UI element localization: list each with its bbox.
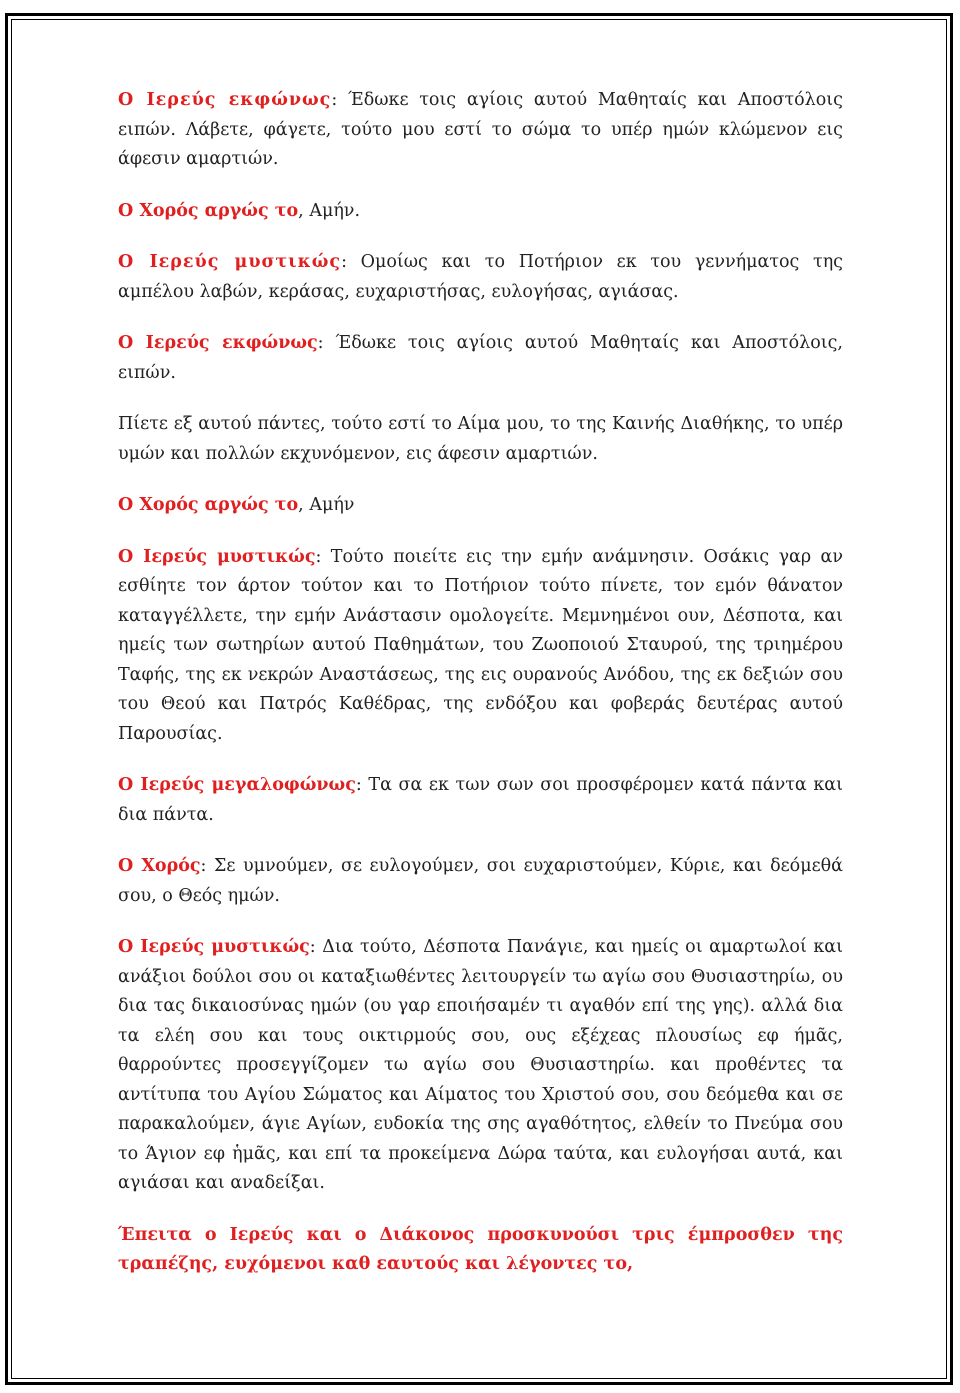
speaker-label: Ο Χορός αργώς το	[118, 495, 299, 515]
paragraph-text: Δια τούτο, Δέσποτα Πανάγιε, και ημείς οι αμαρτωλοί και ανάξιοι δούλοι σου οι καταξιωθέντες λειτουργείν τω αγίω σου Θυσιαστηρίω, ου δια τας δικαιοσύνας ημών (ου γαρ εποιήσαμέν τι αγαθόν επί της γης). αλλά δια τα ελέη σου και τους οικτιρμούς σου, ους εξέχεας πλουσίως εφ ήμᾶς, θαρρούντες προσεγγίζομεν τω αγίω σου Θυσιαστηρίω. και προθέντες τα αντίτυπα του Αγίου Σώματος και Αίματος του Χριστού σου, σου δεόμεθα και σε παρακαλούμεν, άγιε Αγίων, ευδοκία της σης αγαθότητος, ελθείν το Πνεύμα σου το Άγιον εφ ἡμᾶς, και επί τα προκείμενα Δώρα ταύτα, και ευλογήσαι αυτά, και αγιάσαι και αναδείξαι.	[118, 937, 843, 1193]
speaker-label: Ο Χορός	[118, 856, 201, 876]
paragraph-text: Τούτο ποιείτε εις την εμήν ανάμνησιν. Οσάκις γαρ αν εσθίητε τον άρτον τούτον και το Ποτήριον τούτο πίνετε, τον εμόν θάνατον καταγγέλλετε, την εμήν Ανάστασιν ομολογείτε. Μεμνημένοι ουν, Δέσποτα, και ημείς των σωτηρίων αυτού Παθημάτων, του Ζωοποιού Σταυρού, της τριημέρου Ταφής, της εκ νεκρών Αναστάσεως, της εις ουρανούς Ανόδου, της εκ δεξιών σου του Θεού και Πατρός Καθέδρας, της ενδόξου και φοβεράς δευτέρας αυτού Παρουσίας.	[118, 546, 843, 744]
paragraph-3: Ο Ιερεύς μυστικώς: Ομοίως και το Ποτήριον εκ του γεννήματος της αμπέλου λαβών, κεράσας, ευχαριστήσας, ευλογήσας, αγιάσας.	[118, 252, 843, 302]
speaker-label: Ο Ιερεύς εκφώνως	[118, 333, 318, 353]
paragraph-4: Ο Ιερεύς εκφώνως: Έδωκε τοις αγίοις αυτού Μαθηταίς και Αποστόλοις, ειπών.	[118, 333, 843, 383]
speaker-label: Ο Ιερεύς μυστικώς	[118, 252, 342, 272]
speaker-label: Ο Ιερεύς μυστικώς	[118, 937, 310, 957]
paragraph-text: Αμήν	[309, 495, 355, 515]
speaker-label: Ο Ιερεύς εκφώνως	[118, 90, 332, 110]
paragraph-text: Έδωκε τοις αγίοις αυτού Μαθηταίς και Αποστόλοις ειπών. Λάβετε, φάγετε, τούτο μου εστί το σώμα το υπέρ ημών κλώμενον εις άφεσιν αμαρτιών.	[118, 90, 843, 169]
paragraph-text: Σε υμνούμεν, σε ευλογούμεν, σοι ευχαριστούμεν, Κύριε, και δεόμεθά σου, ο Θεός ημών.	[118, 856, 843, 906]
paragraph-7: Ο Ιερεύς μυστικώς: Τούτο ποιείτε εις την εμήν ανάμνησιν. Οσάκις γαρ αν εσθίητε τον άρτον τούτον και το Ποτήριον τούτο πίνετε, τον εμόν θάνατον καταγγέλλετε, την εμήν Ανάστασιν ομολογείτε. Μεμνημένοι ουν, Δέσποτα, και ημείς των σωτηρίων αυτού Παθημάτων, του Ζωοποιού Σταυρού, της τριημέρου Ταφής, της εκ νεκρών Αναστάσεως, της εις ουρανούς Ανόδου, της εκ δεξιών σου του Θεού και Πατρός Καθέδρας, της ενδόξου και φοβεράς δευτέρας αυτού Παρουσίας.	[118, 546, 843, 744]
speaker-label: Ο Χορός αργώς το	[118, 200, 299, 221]
speaker-label: Ο Ιερεύς μεγαλοφώνως	[118, 775, 356, 795]
document-body	[118, 86, 843, 1302]
paragraph-text: Έδωκε τοις αγίοις αυτού Μαθηταίς και Αποστόλοις, ειπών.	[118, 333, 843, 383]
paragraph-9: Ο Χορός: Σε υμνούμεν, σε ευλογούμεν, σοι ευχαριστούμεν, Κύριε, και δεόμεθά σου, ο Θεός ημών.	[118, 856, 843, 906]
paragraph-1: Ο Ιερεύς εκφώνως: Έδωκε τοις αγίοις αυτού Μαθηταίς και Αποστόλοις ειπών. Λάβετε, φάγετε, τούτο μου εστί το σώμα το υπέρ ημών κλώμενον εις άφεσιν αμαρτιών.	[118, 90, 843, 169]
paragraph-6: Ο Χορός αργώς το, Αμήν	[118, 495, 355, 515]
paragraph-10: Ο Ιερεύς μυστικώς: Δια τούτο, Δέσποτα Πανάγιε, και ημείς οι αμαρτωλοί και ανάξιοι δούλοι σου οι καταξιωθέντες λειτουργείν τω αγίω σου Θυσιαστηρίω, ου δια τας δικαιοσύνας ημών (ου γαρ εποιήσαμέν τι αγαθόν επί της γης). αλλά δια τα ελέη σου και τους οικτιρμούς σου, ους εξέχεας πλουσίως εφ ήμᾶς, θαρρούντες προσεγγίζομεν τω αγίω σου Θυσιαστηρίω. και προθέντες τα αντίτυπα του Αγίου Σώματος και Αίματος του Χριστού σου, σου δεόμεθα και σε παρακαλούμεν, άγιε Αγίων, ευδοκία της σης αγαθότητος, ελθείν το Πνεύμα σου το Άγιον εφ ἡμᾶς, και επί τα προκείμενα Δώρα ταύτα, και ευλογήσαι αυτά, και αγιάσαι και αναδείξαι.	[118, 937, 843, 1193]
rubric-text: Έπειτα ο Ιερεύς και ο Διάκονος προσκυνούσι τρις έμπροσθεν της τραπέζης, ευχόμενοι καθ εαυτούς και λέγοντες το,	[118, 1224, 843, 1274]
paragraph-text: Τα σα εκ των σων σοι προσφέρομεν κατά πάντα και δια πάντα.	[118, 775, 843, 825]
speaker-label: Ο Ιερεύς μυστικώς	[118, 546, 316, 567]
paragraph-text: Πίετε εξ αυτού πάντες, τούτο εστί το Αίμα μου, το της Καινής Διαθήκης, το υπέρ υμών και πολλών εκχυνόμενον, εις άφεσιν αμαρτιών.	[118, 414, 843, 464]
paragraph-text: Αμήν.	[309, 200, 361, 221]
paragraph-2: Ο Χορός αργώς το, Αμήν.	[118, 200, 361, 221]
paragraph-text: Ομοίως και το Ποτήριον εκ του γεννήματος της αμπέλου λαβών, κεράσας, ευχαριστήσας, ευλογήσας, αγιάσας.	[118, 252, 843, 302]
paragraph-5	[118, 410, 843, 469]
paragraph-8: Ο Ιερεύς μεγαλοφώνως: Τα σα εκ των σων σοι προσφέρομεν κατά πάντα και δια πάντα.	[118, 775, 843, 825]
rubric-paragraph	[118, 1221, 843, 1280]
